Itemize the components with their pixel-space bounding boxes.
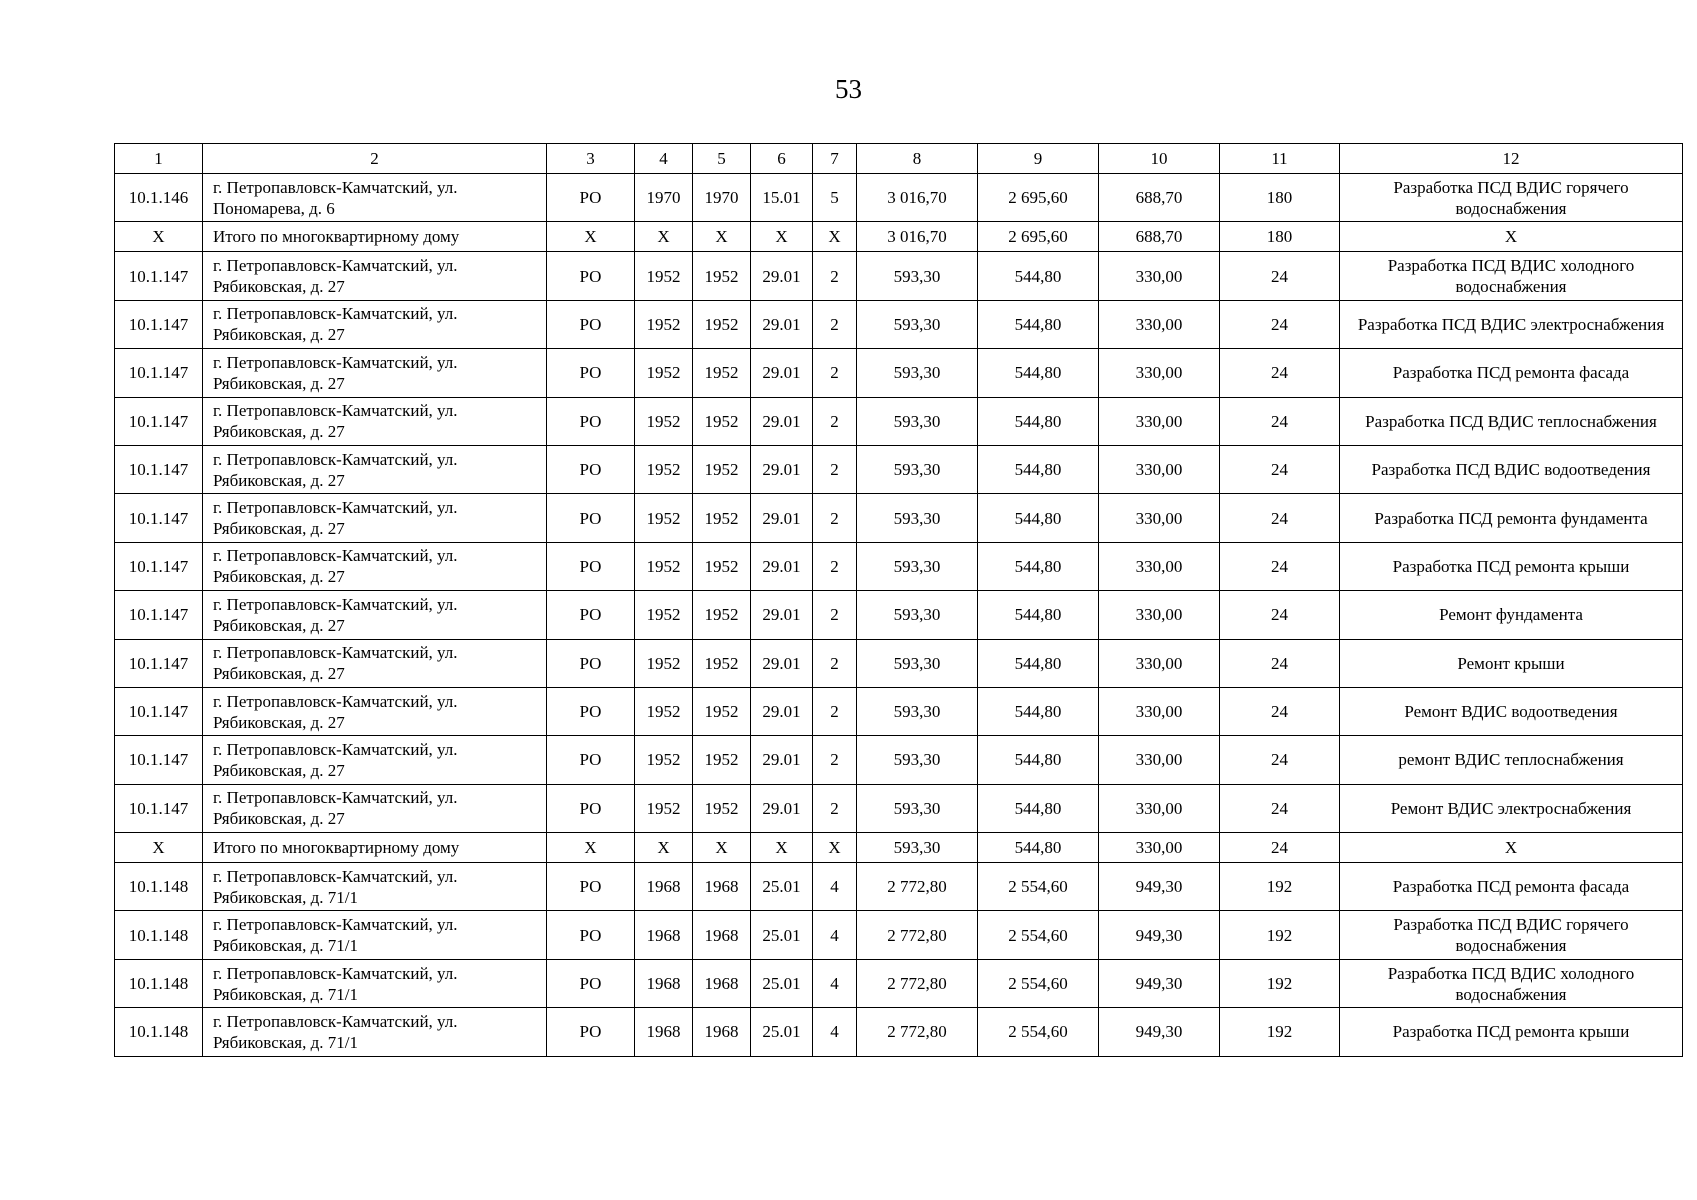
- floors-cell: 5: [813, 174, 857, 222]
- program-code-cell: Х: [547, 222, 635, 252]
- table-row: [115, 639, 1683, 687]
- program-code-cell: РО: [547, 174, 635, 222]
- code-cell: 29.01: [751, 736, 813, 784]
- total-area-cell: 593,30: [857, 784, 978, 832]
- residents-cell: 24: [1220, 542, 1340, 590]
- table-row: [115, 542, 1683, 590]
- commission-year-cell: 1952: [693, 687, 751, 735]
- amount-cell: 330,00: [1099, 445, 1220, 493]
- address-cell: г. Петропавловск-Камчатский, ул. Рябиковская, д. 27: [203, 687, 547, 735]
- work-type-cell: Разработка ПСД ВДИС электроснабжения: [1340, 300, 1683, 348]
- total-area-cell: 593,30: [857, 349, 978, 397]
- build-year-cell: Х: [635, 222, 693, 252]
- address-cell: г. Петропавловск-Камчатский, ул. Рябиковская, д. 27: [203, 542, 547, 590]
- column-number-cell: 1: [115, 144, 203, 174]
- amount-cell: 330,00: [1099, 494, 1220, 542]
- residents-cell: 24: [1220, 397, 1340, 445]
- program-code-cell: РО: [547, 1008, 635, 1056]
- residents-cell: 180: [1220, 222, 1340, 252]
- program-code-cell: РО: [547, 349, 635, 397]
- row-id-cell: Х: [115, 833, 203, 863]
- amount-cell: 330,00: [1099, 591, 1220, 639]
- column-number-row: [115, 144, 1683, 174]
- row-id-cell: 10.1.146: [115, 174, 203, 222]
- floors-cell: 4: [813, 863, 857, 911]
- row-id-cell: 10.1.148: [115, 1008, 203, 1056]
- table-row: [115, 863, 1683, 911]
- build-year-cell: 1968: [635, 863, 693, 911]
- amount-cell: 330,00: [1099, 252, 1220, 300]
- work-type-cell: Ремонт крыши: [1340, 639, 1683, 687]
- table-row: [115, 911, 1683, 959]
- work-type-cell: Разработка ПСД ВДИС холодного водоснабжения: [1340, 252, 1683, 300]
- floors-cell: 2: [813, 639, 857, 687]
- floors-cell: 4: [813, 959, 857, 1007]
- program-code-cell: РО: [547, 687, 635, 735]
- program-code-cell: РО: [547, 639, 635, 687]
- amount-cell: 688,70: [1099, 174, 1220, 222]
- residents-cell: 24: [1220, 445, 1340, 493]
- living-area-cell: 2 554,60: [978, 911, 1099, 959]
- build-year-cell: Х: [635, 833, 693, 863]
- address-cell: Итого по многоквартирному дому: [203, 833, 547, 863]
- residents-cell: 24: [1220, 639, 1340, 687]
- total-area-cell: 593,30: [857, 252, 978, 300]
- amount-cell: 949,30: [1099, 911, 1220, 959]
- residents-cell: 192: [1220, 911, 1340, 959]
- commission-year-cell: 1952: [693, 542, 751, 590]
- build-year-cell: 1952: [635, 494, 693, 542]
- program-code-cell: РО: [547, 300, 635, 348]
- amount-cell: 688,70: [1099, 222, 1220, 252]
- table-row: [115, 252, 1683, 300]
- commission-year-cell: Х: [693, 222, 751, 252]
- register-table: [114, 143, 1683, 1057]
- table-row: [115, 591, 1683, 639]
- floors-cell: 2: [813, 542, 857, 590]
- row-id-cell: 10.1.148: [115, 911, 203, 959]
- floors-cell: 2: [813, 736, 857, 784]
- table-body: [115, 144, 1683, 1057]
- total-area-cell: 593,30: [857, 687, 978, 735]
- amount-cell: 949,30: [1099, 959, 1220, 1007]
- commission-year-cell: Х: [693, 833, 751, 863]
- table-row: [115, 349, 1683, 397]
- address-cell: г. Петропавловск-Камчатский, ул. Пономарева, д. 6: [203, 174, 547, 222]
- living-area-cell: 544,80: [978, 736, 1099, 784]
- code-cell: 29.01: [751, 494, 813, 542]
- living-area-cell: 544,80: [978, 349, 1099, 397]
- amount-cell: 949,30: [1099, 1008, 1220, 1056]
- column-number-cell: 7: [813, 144, 857, 174]
- amount-cell: 330,00: [1099, 687, 1220, 735]
- row-id-cell: 10.1.147: [115, 494, 203, 542]
- residents-cell: 24: [1220, 252, 1340, 300]
- row-id-cell: 10.1.147: [115, 397, 203, 445]
- residents-cell: 24: [1220, 687, 1340, 735]
- total-area-cell: 593,30: [857, 397, 978, 445]
- program-code-cell: РО: [547, 911, 635, 959]
- build-year-cell: 1968: [635, 959, 693, 1007]
- address-cell: Итого по многоквартирному дому: [203, 222, 547, 252]
- row-id-cell: 10.1.148: [115, 863, 203, 911]
- code-cell: 25.01: [751, 1008, 813, 1056]
- table-row: [115, 687, 1683, 735]
- commission-year-cell: 1970: [693, 174, 751, 222]
- table-row: [115, 445, 1683, 493]
- code-cell: 29.01: [751, 784, 813, 832]
- code-cell: 25.01: [751, 911, 813, 959]
- commission-year-cell: 1952: [693, 639, 751, 687]
- code-cell: 25.01: [751, 863, 813, 911]
- program-code-cell: РО: [547, 542, 635, 590]
- program-code-cell: РО: [547, 252, 635, 300]
- living-area-cell: 544,80: [978, 494, 1099, 542]
- work-type-cell: Разработка ПСД ВДИС горячего водоснабжения: [1340, 174, 1683, 222]
- code-cell: 29.01: [751, 639, 813, 687]
- total-area-cell: 593,30: [857, 736, 978, 784]
- address-cell: г. Петропавловск-Камчатский, ул. Рябиковская, д. 27: [203, 591, 547, 639]
- code-cell: 29.01: [751, 300, 813, 348]
- program-code-cell: РО: [547, 445, 635, 493]
- living-area-cell: 2 554,60: [978, 959, 1099, 1007]
- column-number-cell: 11: [1220, 144, 1340, 174]
- floors-cell: 4: [813, 911, 857, 959]
- address-cell: г. Петропавловск-Камчатский, ул. Рябиковская, д. 27: [203, 494, 547, 542]
- address-cell: г. Петропавловск-Камчатский, ул. Рябиковская, д. 71/1: [203, 1008, 547, 1056]
- code-cell: 29.01: [751, 397, 813, 445]
- work-type-cell: Разработка ПСД ремонта фасада: [1340, 863, 1683, 911]
- floors-cell: Х: [813, 222, 857, 252]
- living-area-cell: 2 695,60: [978, 174, 1099, 222]
- table-row: [115, 784, 1683, 832]
- column-number-cell: 8: [857, 144, 978, 174]
- work-type-cell: ремонт ВДИС теплоснабжения: [1340, 736, 1683, 784]
- work-type-cell: Разработка ПСД ВДИС горячего водоснабжения: [1340, 911, 1683, 959]
- address-cell: г. Петропавловск-Камчатский, ул. Рябиковская, д. 27: [203, 639, 547, 687]
- total-area-cell: 2 772,80: [857, 911, 978, 959]
- column-number-cell: 3: [547, 144, 635, 174]
- amount-cell: 330,00: [1099, 784, 1220, 832]
- program-code-cell: РО: [547, 591, 635, 639]
- work-type-cell: Разработка ПСД ВДИС теплоснабжения: [1340, 397, 1683, 445]
- program-code-cell: РО: [547, 863, 635, 911]
- column-number-cell: 12: [1340, 144, 1683, 174]
- floors-cell: 2: [813, 300, 857, 348]
- work-type-cell: Ремонт ВДИС электроснабжения: [1340, 784, 1683, 832]
- total-row: [115, 833, 1683, 863]
- code-cell: 29.01: [751, 445, 813, 493]
- code-cell: 25.01: [751, 959, 813, 1007]
- build-year-cell: 1952: [635, 736, 693, 784]
- table-row: [115, 494, 1683, 542]
- page-number: 53: [835, 74, 862, 104]
- program-code-cell: РО: [547, 736, 635, 784]
- residents-cell: 24: [1220, 784, 1340, 832]
- build-year-cell: 1952: [635, 445, 693, 493]
- amount-cell: 330,00: [1099, 833, 1220, 863]
- floors-cell: 2: [813, 591, 857, 639]
- total-area-cell: 593,30: [857, 591, 978, 639]
- commission-year-cell: 1968: [693, 863, 751, 911]
- column-number-cell: 10: [1099, 144, 1220, 174]
- address-cell: г. Петропавловск-Камчатский, ул. Рябиковская, д. 27: [203, 252, 547, 300]
- floors-cell: 2: [813, 397, 857, 445]
- commission-year-cell: 1952: [693, 784, 751, 832]
- code-cell: 29.01: [751, 542, 813, 590]
- work-type-cell: Х: [1340, 222, 1683, 252]
- column-number-cell: 6: [751, 144, 813, 174]
- address-cell: г. Петропавловск-Камчатский, ул. Рябиковская, д. 27: [203, 300, 547, 348]
- amount-cell: 330,00: [1099, 300, 1220, 348]
- code-cell: 29.01: [751, 252, 813, 300]
- table-row: [115, 959, 1683, 1007]
- commission-year-cell: 1968: [693, 1008, 751, 1056]
- total-area-cell: 593,30: [857, 445, 978, 493]
- build-year-cell: 1952: [635, 252, 693, 300]
- build-year-cell: 1952: [635, 639, 693, 687]
- floors-cell: 2: [813, 494, 857, 542]
- commission-year-cell: 1952: [693, 349, 751, 397]
- program-code-cell: РО: [547, 959, 635, 1007]
- program-code-cell: РО: [547, 397, 635, 445]
- commission-year-cell: 1952: [693, 300, 751, 348]
- total-area-cell: 593,30: [857, 300, 978, 348]
- residents-cell: 24: [1220, 349, 1340, 397]
- build-year-cell: 1952: [635, 349, 693, 397]
- row-id-cell: 10.1.147: [115, 687, 203, 735]
- row-id-cell: 10.1.147: [115, 784, 203, 832]
- residents-cell: 24: [1220, 736, 1340, 784]
- total-area-cell: 593,30: [857, 639, 978, 687]
- amount-cell: 330,00: [1099, 349, 1220, 397]
- commission-year-cell: 1968: [693, 959, 751, 1007]
- work-type-cell: Ремонт фундамента: [1340, 591, 1683, 639]
- work-type-cell: Ремонт ВДИС водоотведения: [1340, 687, 1683, 735]
- amount-cell: 949,30: [1099, 863, 1220, 911]
- code-cell: Х: [751, 222, 813, 252]
- living-area-cell: 544,80: [978, 300, 1099, 348]
- address-cell: г. Петропавловск-Камчатский, ул. Рябиковская, д. 71/1: [203, 863, 547, 911]
- program-code-cell: РО: [547, 494, 635, 542]
- living-area-cell: 544,80: [978, 252, 1099, 300]
- code-cell: 15.01: [751, 174, 813, 222]
- table-row: [115, 300, 1683, 348]
- table-row: [115, 397, 1683, 445]
- living-area-cell: 544,80: [978, 833, 1099, 863]
- row-id-cell: 10.1.147: [115, 300, 203, 348]
- living-area-cell: 2 554,60: [978, 1008, 1099, 1056]
- row-id-cell: 10.1.147: [115, 252, 203, 300]
- commission-year-cell: 1952: [693, 397, 751, 445]
- code-cell: 29.01: [751, 591, 813, 639]
- total-area-cell: 593,30: [857, 542, 978, 590]
- amount-cell: 330,00: [1099, 542, 1220, 590]
- work-type-cell: Разработка ПСД ВДИС водоотведения: [1340, 445, 1683, 493]
- commission-year-cell: 1952: [693, 736, 751, 784]
- row-id-cell: 10.1.147: [115, 639, 203, 687]
- work-type-cell: Разработка ПСД ремонта крыши: [1340, 542, 1683, 590]
- row-id-cell: Х: [115, 222, 203, 252]
- column-number-cell: 5: [693, 144, 751, 174]
- row-id-cell: 10.1.147: [115, 542, 203, 590]
- living-area-cell: 544,80: [978, 397, 1099, 445]
- floors-cell: 2: [813, 349, 857, 397]
- table-row: [115, 174, 1683, 222]
- code-cell: Х: [751, 833, 813, 863]
- address-cell: г. Петропавловск-Камчатский, ул. Рябиковская, д. 27: [203, 736, 547, 784]
- address-cell: г. Петропавловск-Камчатский, ул. Рябиковская, д. 71/1: [203, 911, 547, 959]
- build-year-cell: 1952: [635, 687, 693, 735]
- total-row: [115, 222, 1683, 252]
- residents-cell: 192: [1220, 959, 1340, 1007]
- residents-cell: 24: [1220, 833, 1340, 863]
- residents-cell: 24: [1220, 591, 1340, 639]
- build-year-cell: 1968: [635, 911, 693, 959]
- residents-cell: 192: [1220, 863, 1340, 911]
- floors-cell: 4: [813, 1008, 857, 1056]
- work-type-cell: Разработка ПСД ремонта крыши: [1340, 1008, 1683, 1056]
- program-code-cell: Х: [547, 833, 635, 863]
- row-id-cell: 10.1.148: [115, 959, 203, 1007]
- living-area-cell: 544,80: [978, 639, 1099, 687]
- floors-cell: Х: [813, 833, 857, 863]
- living-area-cell: 2 554,60: [978, 863, 1099, 911]
- row-id-cell: 10.1.147: [115, 445, 203, 493]
- row-id-cell: 10.1.147: [115, 349, 203, 397]
- floors-cell: 2: [813, 445, 857, 493]
- commission-year-cell: 1968: [693, 911, 751, 959]
- commission-year-cell: 1952: [693, 252, 751, 300]
- commission-year-cell: 1952: [693, 445, 751, 493]
- table-row: [115, 736, 1683, 784]
- build-year-cell: 1970: [635, 174, 693, 222]
- floors-cell: 2: [813, 784, 857, 832]
- total-area-cell: 2 772,80: [857, 863, 978, 911]
- living-area-cell: 544,80: [978, 591, 1099, 639]
- living-area-cell: 544,80: [978, 687, 1099, 735]
- code-cell: 29.01: [751, 349, 813, 397]
- column-number-cell: 2: [203, 144, 547, 174]
- total-area-cell: 3 016,70: [857, 222, 978, 252]
- total-area-cell: 2 772,80: [857, 959, 978, 1007]
- row-id-cell: 10.1.147: [115, 591, 203, 639]
- amount-cell: 330,00: [1099, 639, 1220, 687]
- address-cell: г. Петропавловск-Камчатский, ул. Рябиковская, д. 27: [203, 784, 547, 832]
- build-year-cell: 1952: [635, 591, 693, 639]
- work-type-cell: Разработка ПСД ремонта фундамента: [1340, 494, 1683, 542]
- total-area-cell: 3 016,70: [857, 174, 978, 222]
- row-id-cell: 10.1.147: [115, 736, 203, 784]
- commission-year-cell: 1952: [693, 494, 751, 542]
- floors-cell: 2: [813, 687, 857, 735]
- address-cell: г. Петропавловск-Камчатский, ул. Рябиковская, д. 71/1: [203, 959, 547, 1007]
- residents-cell: 180: [1220, 174, 1340, 222]
- address-cell: г. Петропавловск-Камчатский, ул. Рябиковская, д. 27: [203, 445, 547, 493]
- build-year-cell: 1952: [635, 542, 693, 590]
- work-type-cell: Х: [1340, 833, 1683, 863]
- column-number-cell: 9: [978, 144, 1099, 174]
- residents-cell: 24: [1220, 300, 1340, 348]
- residents-cell: 192: [1220, 1008, 1340, 1056]
- column-number-cell: 4: [635, 144, 693, 174]
- table-row: [115, 1008, 1683, 1056]
- work-type-cell: Разработка ПСД ремонта фасада: [1340, 349, 1683, 397]
- living-area-cell: 544,80: [978, 542, 1099, 590]
- living-area-cell: 2 695,60: [978, 222, 1099, 252]
- total-area-cell: 593,30: [857, 494, 978, 542]
- floors-cell: 2: [813, 252, 857, 300]
- build-year-cell: 1952: [635, 300, 693, 348]
- living-area-cell: 544,80: [978, 784, 1099, 832]
- code-cell: 29.01: [751, 687, 813, 735]
- address-cell: г. Петропавловск-Камчатский, ул. Рябиковская, д. 27: [203, 397, 547, 445]
- build-year-cell: 1952: [635, 784, 693, 832]
- build-year-cell: 1952: [635, 397, 693, 445]
- program-code-cell: РО: [547, 784, 635, 832]
- address-cell: г. Петропавловск-Камчатский, ул. Рябиковская, д. 27: [203, 349, 547, 397]
- amount-cell: 330,00: [1099, 736, 1220, 784]
- residents-cell: 24: [1220, 494, 1340, 542]
- commission-year-cell: 1952: [693, 591, 751, 639]
- total-area-cell: 2 772,80: [857, 1008, 978, 1056]
- amount-cell: 330,00: [1099, 397, 1220, 445]
- build-year-cell: 1968: [635, 1008, 693, 1056]
- total-area-cell: 593,30: [857, 833, 978, 863]
- living-area-cell: 544,80: [978, 445, 1099, 493]
- work-type-cell: Разработка ПСД ВДИС холодного водоснабжения: [1340, 959, 1683, 1007]
